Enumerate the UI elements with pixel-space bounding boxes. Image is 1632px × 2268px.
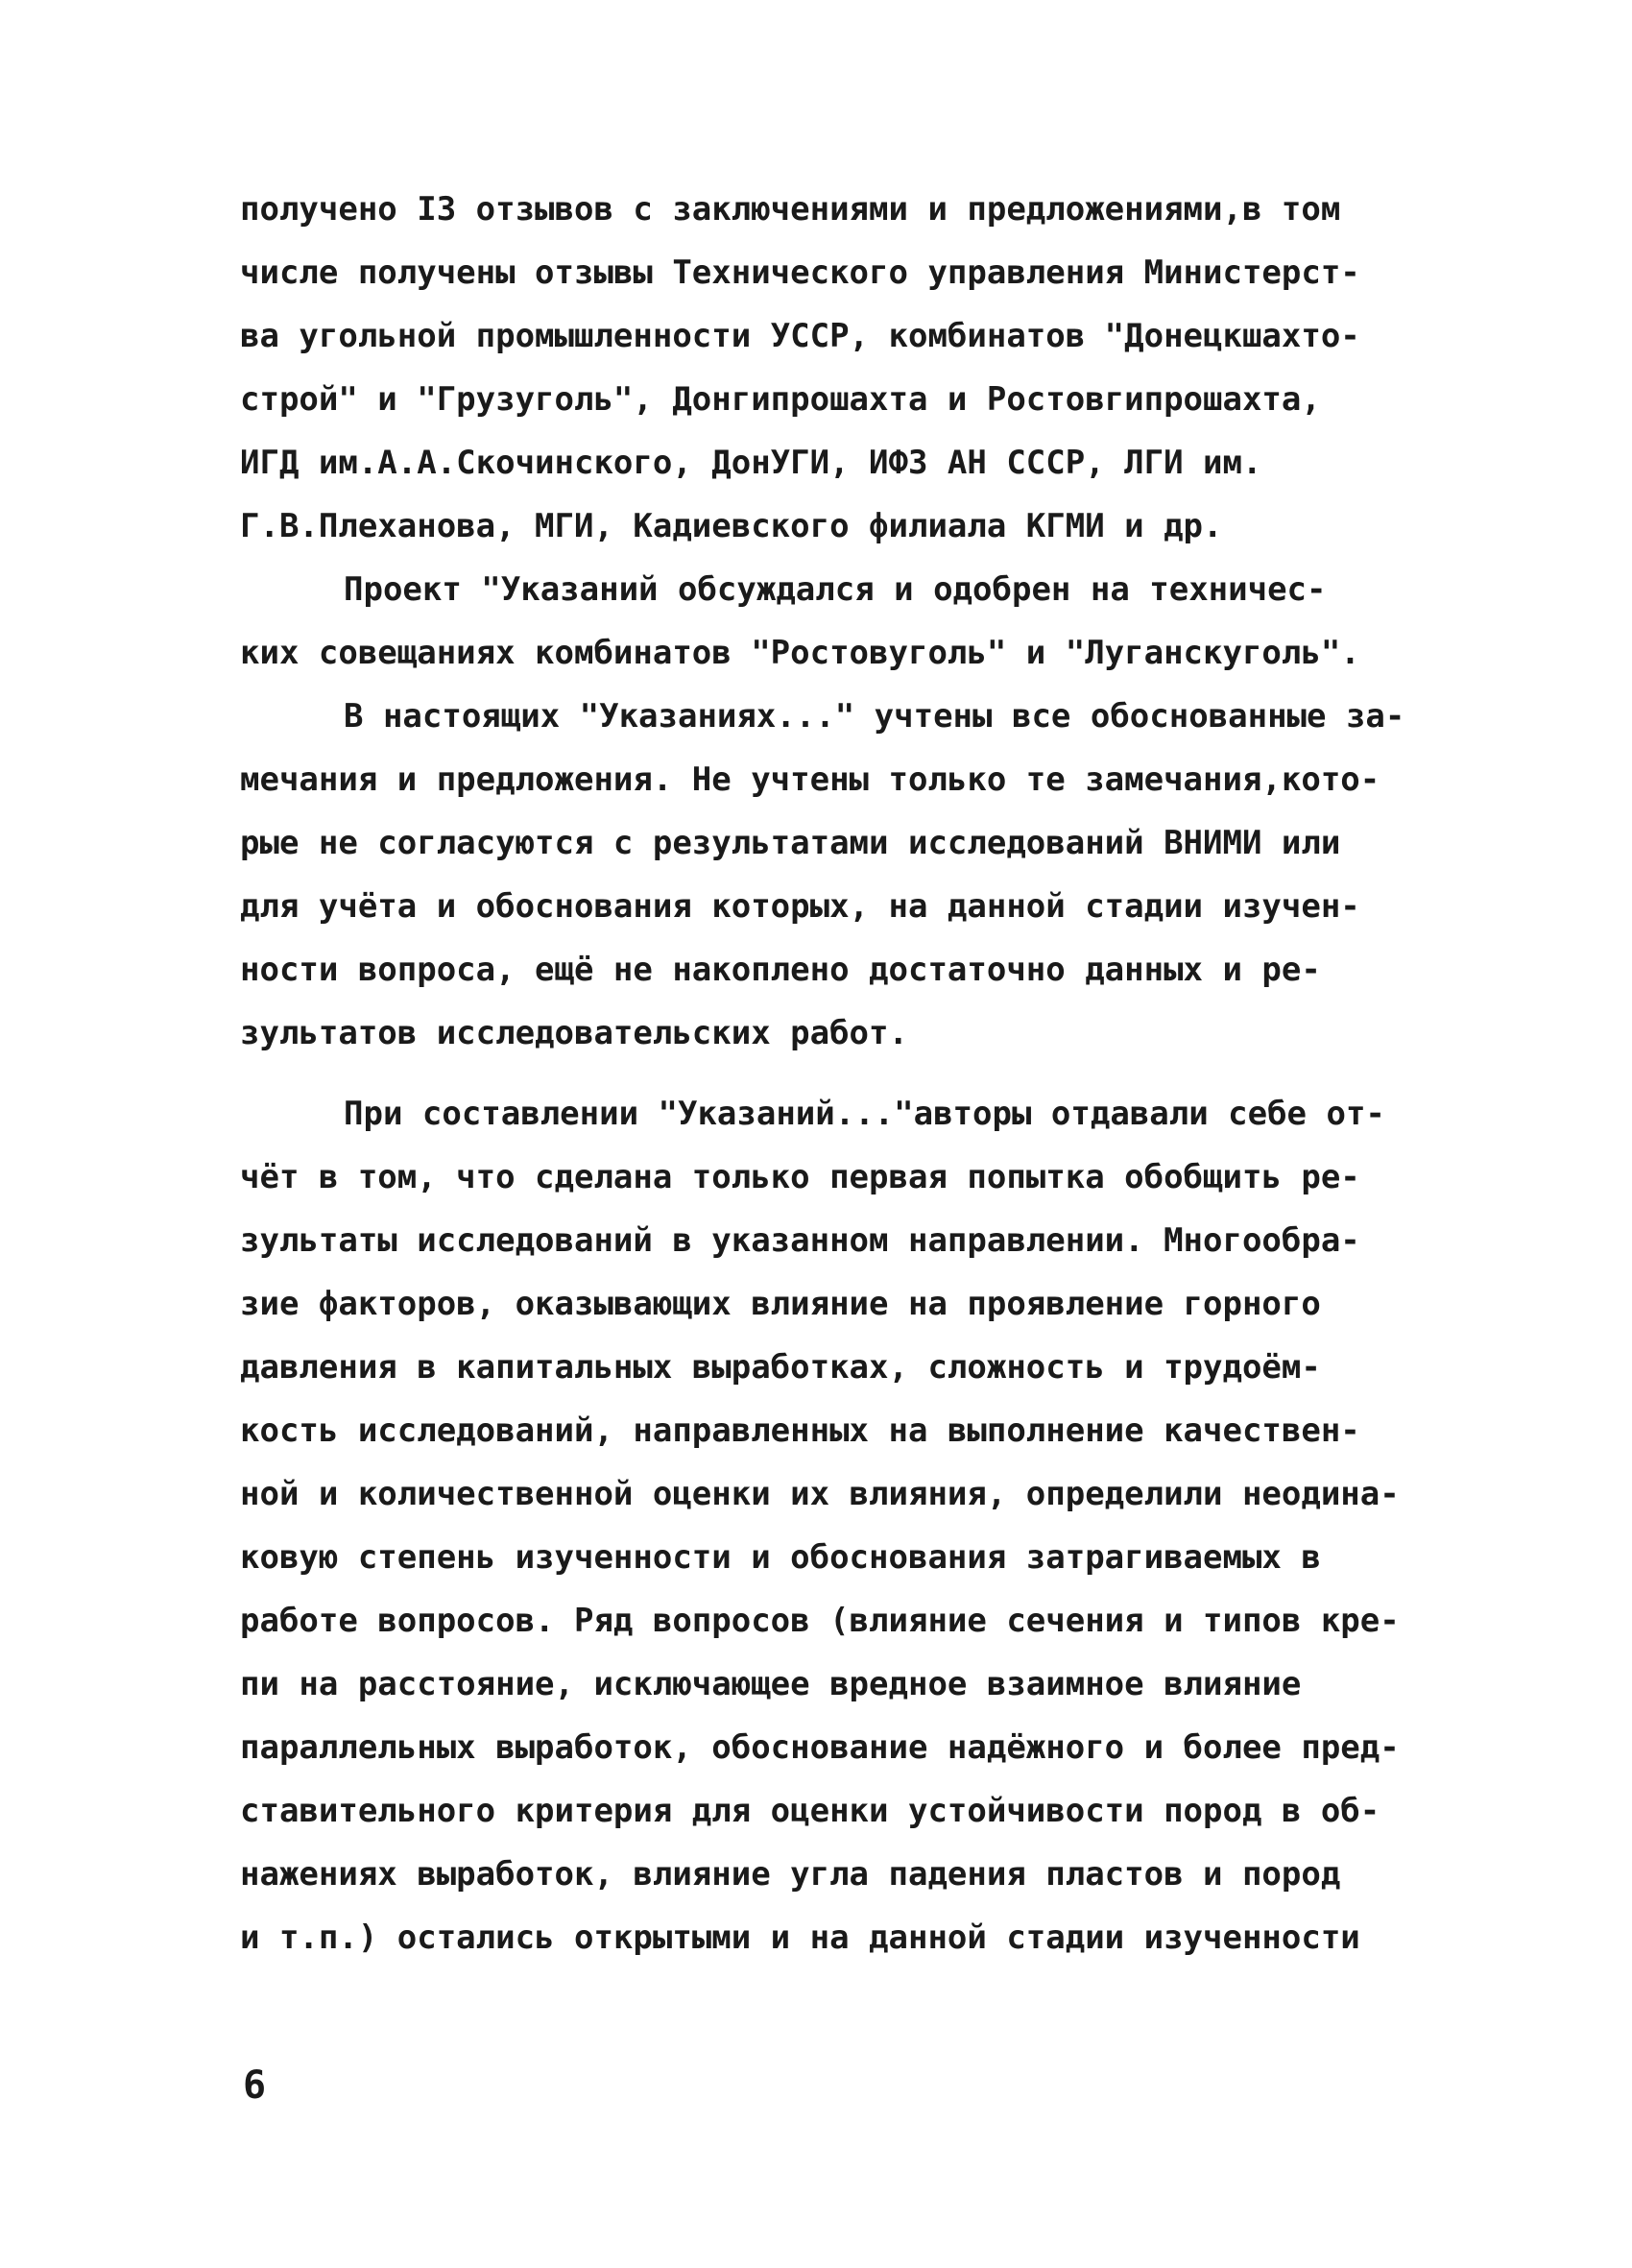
text-line: пи на расстояние, исключающее вредное взаимное влияние [240,1665,1302,1703]
text-line: зие факторов, оказывающих влияние на проявление горного [240,1285,1321,1323]
text-line: числе получены отзывы Технического управления Министерст- [240,253,1360,292]
text-line: нажениях выработок, влияние угла падения пластов и пород [240,1855,1341,1894]
text-line: для учёта и обоснования которых, на данной стадии изучен- [240,887,1360,926]
text-line: В настоящих "Указаниях..." учтены все обоснованные за- [344,697,1405,736]
text-line: ва угольной промышленности УССР, комбинатов "Донецкшахто- [240,317,1360,355]
text-line: работе вопросов. Ряд вопросов (влияние сечения и типов кре- [240,1602,1400,1640]
text-line: зультатов исследовательских работ. [240,1014,908,1052]
text-line: ких совещаниях комбинатов "Ростовуголь" и "Луганскуголь". [240,634,1360,672]
text-line: ной и количественной оценки их влияния, определили неодина- [240,1475,1400,1513]
text-line: получено I3 отзывов с заключениями и предложениями,в том [240,190,1341,229]
text-line: ности вопроса, ещё не накоплено достаточно данных и ре- [240,951,1321,989]
text-line: давления в капитальных выработках, сложность и трудоём- [240,1348,1321,1387]
text-line: зультаты исследований в указанном направлении. Многообра- [240,1221,1360,1260]
text-line: ИГД им.А.А.Скочинского, ДонУГИ, ИФЗ АН СССР, ЛГИ им. [240,444,1262,482]
text-line: При составлении "Указаний..."авторы отдавали себе от- [344,1095,1385,1133]
text-line: рые не согласуются с результатами исследований ВНИМИ или [240,824,1341,862]
text-line: кость исследований, направленных на выполнение качествен- [240,1411,1360,1450]
text-line: ковую степень изученности и обоснования затрагиваемых в [240,1538,1321,1577]
text-line: чёт в том, что сделана только первая попытка обобщить ре- [240,1158,1360,1196]
text-line: строй" и "Грузуголь", Донгипрошахта и Ростовгипрошахта, [240,380,1321,419]
text-line: и т.п.) остались открытыми и на данной стадии изученности [240,1918,1360,1957]
text-line: параллельных выработок, обоснование надёжного и более пред- [240,1728,1400,1767]
page-number: 6 [243,2063,267,2108]
text-line: ставительного критерия для оценки устойчивости пород в об- [240,1792,1380,1830]
text-line: мечания и предложения. Не учтены только те замечания,кото- [240,760,1380,799]
text-line: Проект "Указаний обсуждался и одобрен на техничес- [344,570,1327,609]
text-line: Г.В.Плеханова, МГИ, Кадиевского филиала КГМИ и др. [240,507,1223,545]
